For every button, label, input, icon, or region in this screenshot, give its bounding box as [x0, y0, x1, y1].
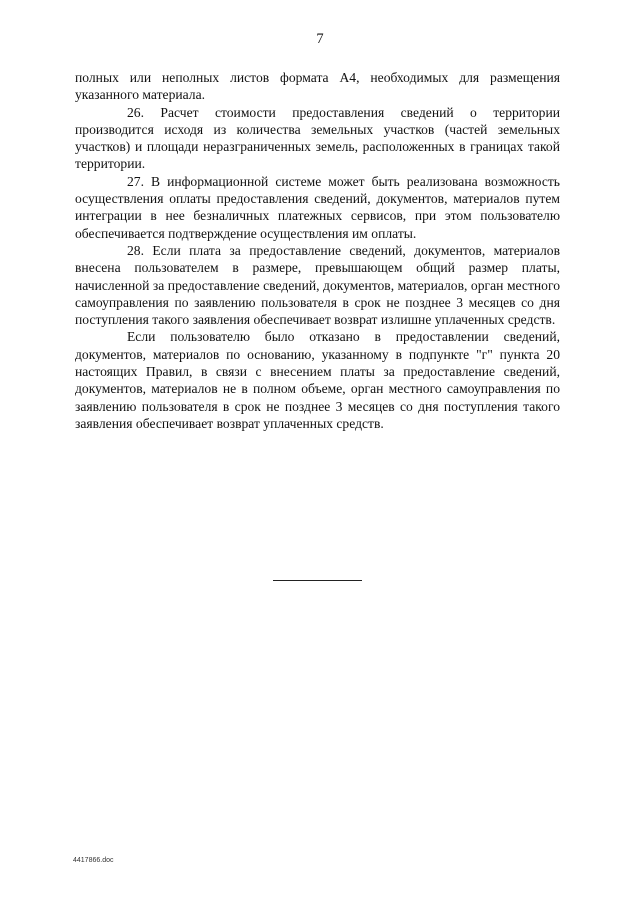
- end-divider: [273, 580, 362, 581]
- page-number: 7: [316, 31, 324, 47]
- paragraph-28: 28. Если плата за предоставление сведений, документов, материалов внесена пользователем в размере, превышающем общий размер платы, начисленной за предоставление сведений, документов, материалов, орган местного самоуправления по заявлению пользователя в срок не позднее 3 месяцев со дня поступления такого заявления обеспечивает возврат излишне уплаченных средств.: [75, 242, 560, 328]
- paragraph-26: 26. Расчет стоимости предоставления сведений о территории производится исходя из количества земельных участков (частей земельных участков) и площади неразграниченных земель, расположенных в границах такой территории.: [75, 104, 560, 172]
- document-body: [75, 69, 560, 432]
- paragraph-refusal: Если пользователю было отказано в предоставлении сведений, документов, материалов по основанию, указанному в подпункте "г" пункта 20 настоящих Правил, в связи с внесением платы за предоставление сведений, документов, материалов не в полном объеме, орган местного самоуправления по заявлению пользователя в срок не позднее 3 месяцев со дня поступления такого заявления обеспечивает возврат уплаченных средств.: [75, 329, 560, 431]
- paragraph-continuation: полных или неполных листов формата А4, необходимых для размещения указанного материала.: [75, 70, 560, 103]
- paragraph-27: 27. В информационной системе может быть реализована возможность осуществления оплаты предоставления сведений, документов, материалов путем интеграции в нее безналичных платежных сервисов, при этом пользователю обеспечивается подтверждение осуществления им оплаты.: [75, 173, 560, 241]
- footer-doc-code: 4417866.doc: [73, 857, 114, 864]
